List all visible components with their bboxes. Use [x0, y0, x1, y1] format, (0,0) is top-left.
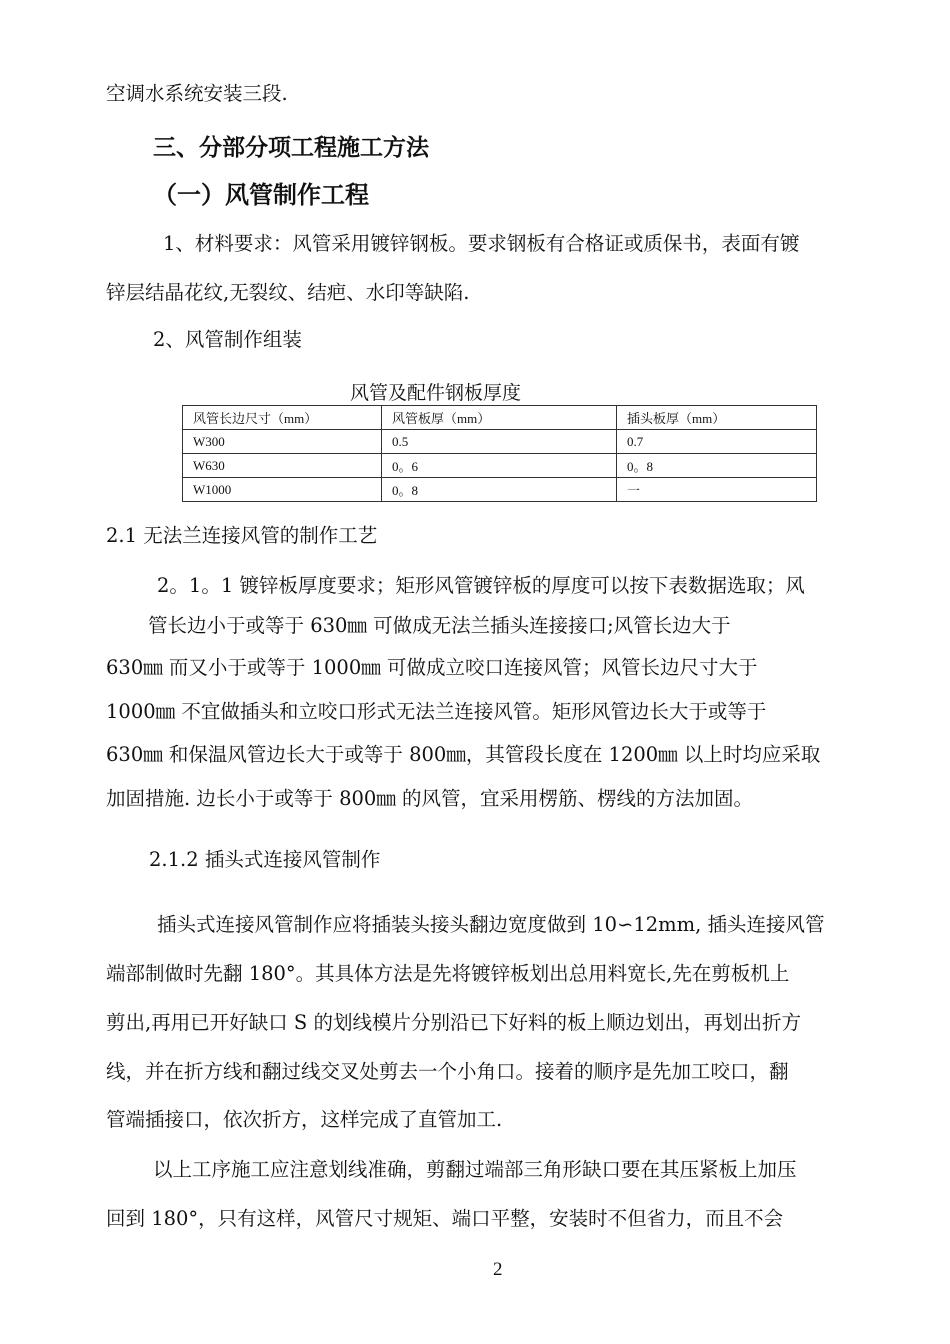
paragraph-line: 630㎜ 和保温风管边长大于或等于 800㎜，其管段长度在 1200㎜ 以上时均应采取 — [106, 743, 821, 766]
thickness-table — [182, 405, 817, 502]
table-cell: 0。8 — [382, 478, 617, 502]
table-cell: 0.5 — [382, 430, 617, 454]
subsection-heading: （一）风管制作工程 — [153, 181, 369, 209]
paragraph-line: 以上工序施工应注意划线准确，剪翻过端部三角形缺口要在其压紧板上加压 — [153, 1158, 797, 1181]
page-number: 2 — [493, 1259, 503, 1280]
intro-line: 空调水系统安装三段. — [106, 82, 288, 105]
assembly-heading: 2、风管制作组装 — [153, 328, 302, 351]
section-heading: 三、分部分项工程施工方法 — [153, 135, 429, 161]
subsection-2-1-heading: 2.1 无法兰连接风管的制作工艺 — [106, 524, 378, 547]
table-cell: W300 — [183, 430, 382, 454]
table-header-row — [183, 406, 817, 430]
table-row — [183, 430, 817, 454]
paragraph-line: 2。1。1 镀锌板厚度要求；矩形风管镀锌板的厚度可以按下表数据选取；风 — [157, 574, 805, 597]
subsection-2-1-2-heading: 2.1.2 插头式连接风管制作 — [149, 848, 381, 871]
column-header: 风管板厚（mm） — [382, 406, 617, 430]
paragraph-line: 630㎜ 而又小于或等于 1000㎜ 可做成立咬口连接风管；风管长边尺寸大于 — [106, 656, 758, 679]
paragraph-line: 线，并在折方线和翻过线交叉处剪去一个小角口。接着的顺序是先加工咬口，翻 — [106, 1060, 789, 1083]
paragraph-line: 回到 180°，只有这样，风管尺寸规矩、端口平整，安装时不但省力，而且不会 — [106, 1207, 784, 1230]
table-cell: 0。8 — [617, 454, 817, 478]
table-row — [183, 454, 817, 478]
table-cell: 一 — [617, 478, 817, 502]
table-cell: W1000 — [183, 478, 382, 502]
paragraph-line: 插头式连接风管制作应将插装头接头翻边宽度做到 10∽12mm, 插头连接风管 — [157, 913, 825, 936]
table-caption: 风管及配件钢板厚度 — [350, 382, 522, 404]
table-row — [183, 478, 817, 502]
table-cell: 0.7 — [617, 430, 817, 454]
table-cell: W630 — [183, 454, 382, 478]
material-requirement-line: 1、材料要求：风管采用镀锌钢板。要求钢板有合格证或质保书，表面有镀 — [163, 232, 800, 255]
paragraph-line: 剪出,再用已开好缺口 S 的划线模片分别沿已下好料的板上顺边划出，再划出折方 — [106, 1011, 801, 1034]
column-header: 插头板厚（mm） — [617, 406, 817, 430]
paragraph-line: 加固措施. 边长小于或等于 800㎜ 的风管，宜采用楞筋、楞线的方法加固。 — [106, 787, 754, 810]
paragraph-line: 管长边小于或等于 630㎜ 可做成无法兰插头连接接口;风管长边大于 — [148, 614, 731, 637]
column-header: 风管长边尺寸（mm） — [183, 406, 382, 430]
paragraph-line: 管端插接口，依次折方，这样完成了直管加工. — [106, 1108, 503, 1131]
table-cell: 0。6 — [382, 454, 617, 478]
paragraph-line: 端部制做时先翻 180°。其具体方法是先将镀锌板划出总用料宽长,先在剪板机上 — [106, 962, 790, 985]
material-requirement-line: 锌层结晶花纹,无裂纹、结疤、水印等缺陷. — [106, 281, 470, 304]
paragraph-line: 1000㎜ 不宜做插头和立咬口形式无法兰连接风管。矩形风管边长大于或等于 — [106, 700, 767, 723]
